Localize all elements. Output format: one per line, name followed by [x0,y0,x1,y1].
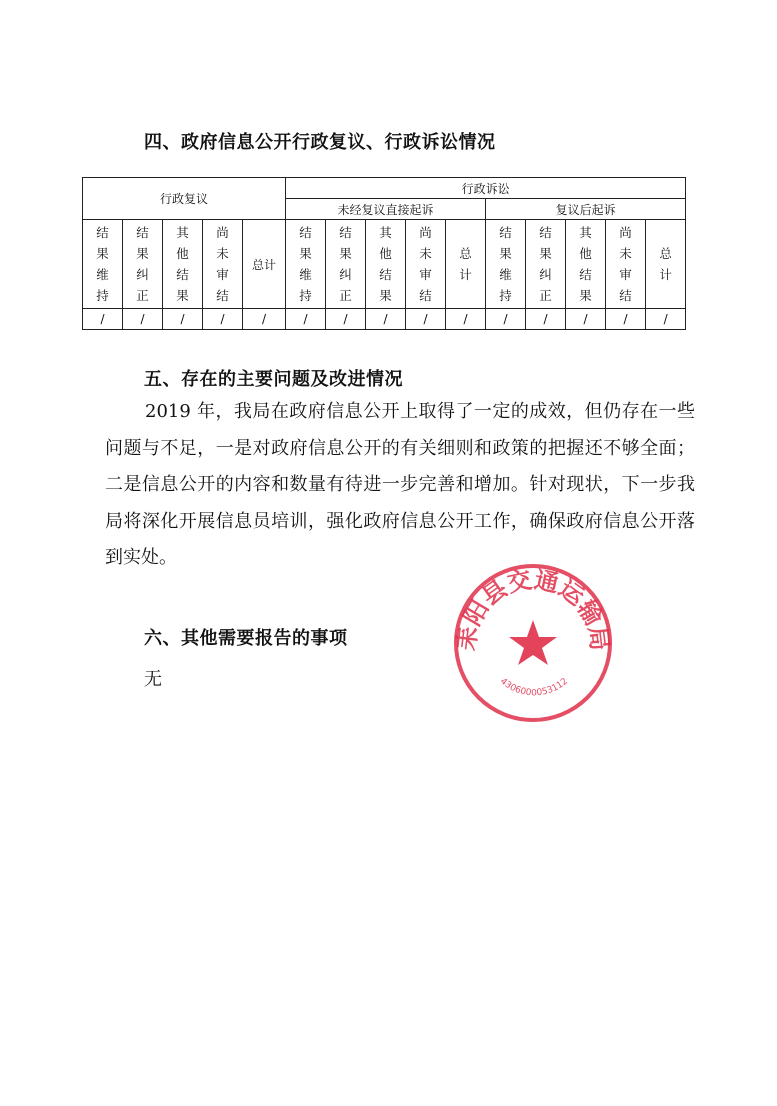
table-cell: / [646,309,686,330]
table-cell: / [203,309,243,330]
header-litigation-after-review: 复议后起诉 [486,199,686,220]
col-header: 总计 [646,220,686,309]
col-header: 其他结果 [366,220,406,309]
svg-text:4306000053112 [498,677,570,699]
col-header: 总计 [446,220,486,309]
table-cell: / [406,309,446,330]
col-header: 结果维持 [83,220,123,309]
table-cell: / [566,309,606,330]
header-administrative-review: 行政复议 [83,178,286,220]
seal-text: 耒阳县交通运输局 [452,565,614,653]
seal-star [509,620,557,665]
table-cell: / [366,309,406,330]
col-header: 结果纠正 [526,220,566,309]
table-row [83,309,686,330]
col-header: 尚未审结 [406,220,446,309]
seal-code: 4306000053112 [498,676,570,699]
section-title-problems: 五、存在的主要问题及改进情况 [144,369,403,390]
table-cell: / [286,309,326,330]
other-matters-text: 无 [144,669,162,690]
col-header: 尚未审结 [606,220,646,309]
review-litigation-table [82,177,686,330]
header-direct-litigation: 未经复议直接起诉 [286,199,486,220]
section-title-other-matters: 六、其他需要报告的事项 [144,628,348,649]
col-header: 结果纠正 [326,220,366,309]
official-seal [452,562,614,724]
problems-paragraph [105,394,695,577]
col-header-total: 总计 [243,220,286,309]
table-cell: / [83,309,123,330]
paragraph-text: 2019 年，我局在政府信息公开上取得了一定的成效，但仍存在一些问题与不足，一是对政府信息公开的有关细则和政策的把握还不够全面；二是信息公开的内容和数量有待进一步完善和增加。针对现状，下一步我局将深化开展信息员培训，强化政府信息公开工作，确保政府信息公开落到实处。 [105,401,695,568]
col-header: 尚未审结 [203,220,243,309]
table-cell: / [243,309,286,330]
table-cell: / [123,309,163,330]
table-cell: / [526,309,566,330]
col-header: 结果维持 [486,220,526,309]
col-header: 结果维持 [286,220,326,309]
table-cell: / [326,309,366,330]
table-cell: / [606,309,646,330]
col-header: 结果纠正 [123,220,163,309]
table-cell: / [486,309,526,330]
col-header: 其他结果 [566,220,606,309]
header-administrative-litigation: 行政诉讼 [286,178,686,199]
table-cell: / [446,309,486,330]
table-cell: / [163,309,203,330]
section-title-review-litigation: 四、政府信息公开行政复议、行政诉讼情况 [144,132,496,153]
col-header: 其他结果 [163,220,203,309]
